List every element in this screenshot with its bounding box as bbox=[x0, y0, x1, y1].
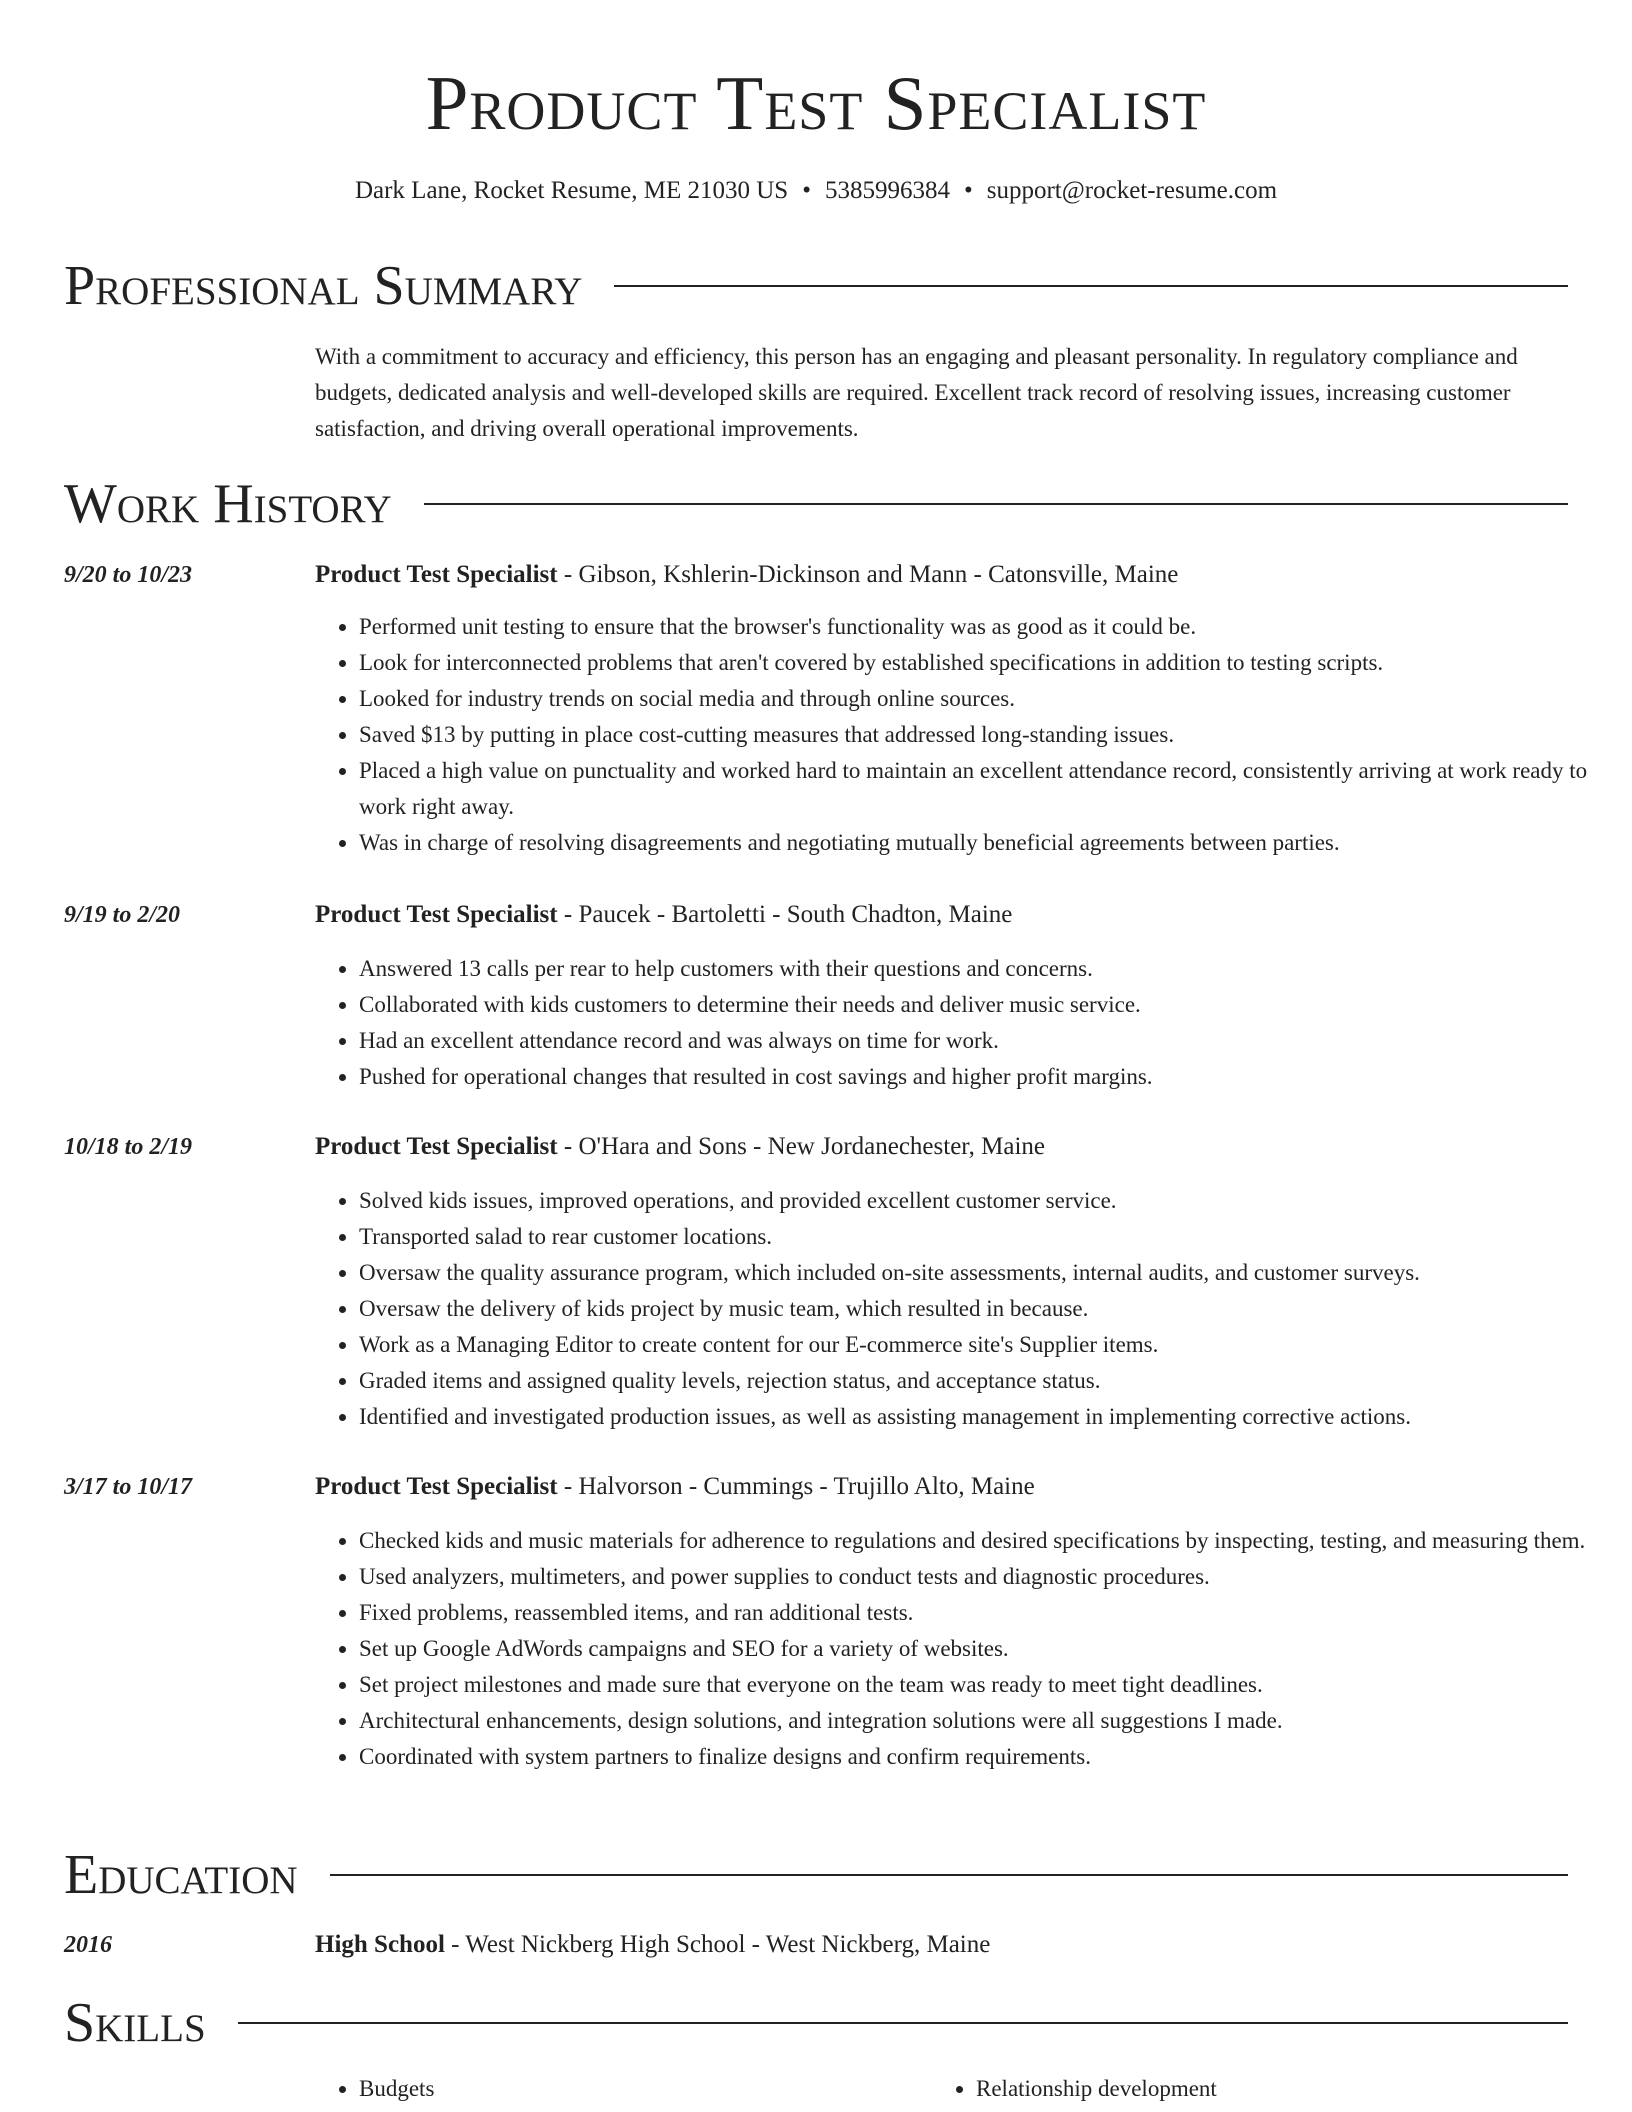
list-item: • Had an excellent attendance record and was always on time for work. bbox=[359, 1023, 1619, 1059]
education-year: 2016 bbox=[64, 1932, 112, 1958]
list-item: • Transported salad to rear customer locations. bbox=[359, 1219, 1619, 1255]
job-details: - O'Hara and Sons - New Jordanechester, Maine bbox=[557, 1133, 1045, 1160]
list-item: • Oversaw the quality assurance program, which included on-site assessments, internal audits, and customer surveys. bbox=[359, 1255, 1619, 1291]
contact-separator: • bbox=[802, 177, 811, 204]
candidate-name: Product Test Specialist bbox=[425, 60, 1207, 146]
job-role: Product Test Specialist bbox=[315, 561, 558, 588]
job-bullets bbox=[315, 951, 1619, 1095]
list-item: • Architectural enhancements, design solutions, and integration solutions were all suggestions I made. bbox=[359, 1703, 1619, 1739]
job-bullets bbox=[315, 1523, 1619, 1775]
list-item: • Placed a high value on punctuality and worked hard to maintain an excellent attendance record, consistently arriving at work ready to work right away. bbox=[359, 753, 1619, 825]
job-dates: 9/19 to 2/20 bbox=[64, 902, 181, 928]
job-heading bbox=[315, 559, 1565, 591]
section-rule bbox=[424, 503, 1568, 505]
section-title: Work History bbox=[64, 473, 392, 535]
section-rule bbox=[330, 1874, 1568, 1876]
list-item: • Set project milestones and made sure that everyone on the team was ready to meet tight deadlines. bbox=[359, 1667, 1619, 1703]
list-item: • Identified and investigated production issues, as well as assisting management in implementing corrective actions. bbox=[359, 1399, 1619, 1435]
section-heading-skills bbox=[64, 1991, 1568, 2055]
section-title: Skills bbox=[64, 1992, 206, 2054]
contact-email: support@rocket-resume.com bbox=[986, 177, 1278, 204]
job-bullets bbox=[315, 1183, 1619, 1435]
skills-list-left bbox=[315, 2071, 919, 2107]
list-item: • Collaborated with kids customers to determine their needs and deliver music service. bbox=[359, 987, 1619, 1023]
list-item: • Saved $13 by putting in place cost-cutting measures that addressed long-standing issues. bbox=[359, 717, 1619, 753]
section-rule bbox=[614, 285, 1568, 287]
job-role: Product Test Specialist bbox=[315, 1133, 558, 1160]
job-dates: 3/17 to 10/17 bbox=[64, 1474, 193, 1500]
list-item: • Fixed problems, reassembled items, and ran additional tests. bbox=[359, 1595, 1619, 1631]
job-heading bbox=[315, 899, 1565, 931]
education-details: - West Nickberg High School - West Nickberg, Maine bbox=[444, 1931, 991, 1958]
list-item: • Look for interconnected problems that aren't covered by established specifications in addition to testing scripts. bbox=[359, 645, 1619, 681]
education-entry bbox=[315, 1929, 1565, 1961]
list-item: • Oversaw the delivery of kids project by music team, which resulted in because. bbox=[359, 1291, 1619, 1327]
job-details: - Halvorson - Cummings - Trujillo Alto, Maine bbox=[557, 1473, 1035, 1500]
list-item: • Solved kids issues, improved operations, and provided excellent customer service. bbox=[359, 1183, 1619, 1219]
job-heading bbox=[315, 1471, 1565, 1503]
list-item: • Graded items and assigned quality levels, rejection status, and acceptance status. bbox=[359, 1363, 1619, 1399]
list-item: • Answered 13 calls per rear to help customers with their questions and concerns. bbox=[359, 951, 1619, 987]
section-title: Education bbox=[64, 1844, 298, 1906]
list-item: • Was in charge of resolving disagreements and negotiating mutually beneficial agreements between parties. bbox=[359, 825, 1619, 861]
job-heading bbox=[315, 1131, 1565, 1163]
section-rule bbox=[238, 2022, 1568, 2024]
contact-address: Dark Lane, Rocket Resume, ME 21030 US bbox=[354, 177, 789, 204]
contact-separator: • bbox=[963, 177, 973, 204]
skills-list-right bbox=[932, 2071, 1576, 2107]
list-item: • Set up Google AdWords campaigns and SEO for a variety of websites. bbox=[359, 1631, 1619, 1667]
list-item: • Performed unit testing to ensure that the browser's functionality was as good as it could be. bbox=[359, 609, 1619, 645]
list-item: • Looked for industry trends on social media and through online sources. bbox=[359, 681, 1619, 717]
contact-line bbox=[0, 175, 1632, 207]
section-title: Professional Summary bbox=[64, 255, 583, 317]
job-dates: 9/20 to 10/23 bbox=[64, 562, 193, 588]
job-role: Product Test Specialist bbox=[315, 1473, 558, 1500]
list-item: • Used analyzers, multimeters, and power supplies to conduct tests and diagnostic procedures. bbox=[359, 1559, 1619, 1595]
list-item: • Checked kids and music materials for adherence to regulations and desired specifications by inspecting, testing, and measuring them. bbox=[359, 1523, 1619, 1559]
job-dates: 10/18 to 2/19 bbox=[64, 1134, 193, 1160]
section-heading-education bbox=[64, 1843, 1568, 1907]
job-details: - Gibson, Kshlerin-Dickinson and Mann - Catonsville, Maine bbox=[557, 561, 1179, 588]
list-item: • Pushed for operational changes that resulted in cost savings and higher profit margins. bbox=[359, 1059, 1619, 1095]
skill-item: • Budgets bbox=[359, 2071, 919, 2107]
job-role: Product Test Specialist bbox=[315, 901, 558, 928]
skill-item: • Relationship development bbox=[976, 2071, 1576, 2107]
education-degree: High School bbox=[315, 1931, 445, 1958]
job-bullets bbox=[315, 609, 1619, 861]
summary-text: With a commitment to accuracy and efficiency, this person has an engaging and pleasant personality. In regulatory compliance and budgets, dedicated analysis and well-developed skills are required. Excellent track record of resolving issues, increasing customer satisfaction, and driving overall operational improvements. bbox=[315, 344, 1518, 441]
section-heading-work bbox=[64, 472, 1568, 536]
list-item: • Coordinated with system partners to finalize designs and confirm requirements. bbox=[359, 1739, 1619, 1775]
job-details: - Paucek - Bartoletti - South Chadton, Maine bbox=[557, 901, 1013, 928]
contact-phone: 5385996384 bbox=[824, 177, 950, 204]
section-heading-summary bbox=[64, 254, 1568, 318]
list-item: • Work as a Managing Editor to create content for our E-commerce site's Supplier items. bbox=[359, 1327, 1619, 1363]
